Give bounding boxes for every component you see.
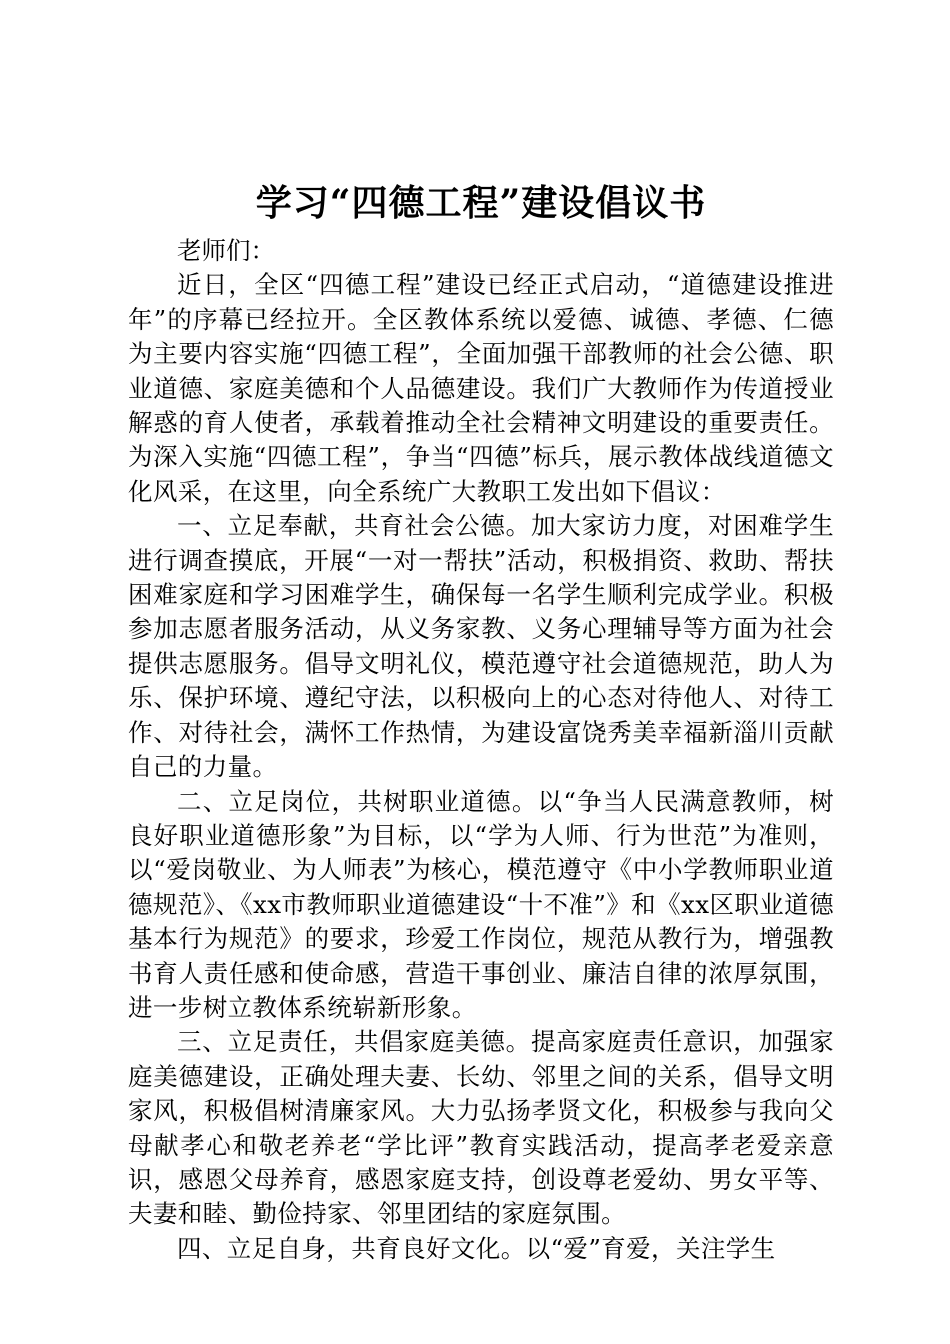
- paragraph-good-culture: 四、立足自身，共育良好文化。以“爱”育爱，关注学生: [177, 1233, 776, 1263]
- paragraph-social-morality: 一、立足奉献，共育社会公德。加大家访力度，对困难学生进行调查摸底，开展“一对一帮扶”活动，积极捐资、救助、帮扶困难家庭和学习困难学生，确保每一名学生顺利完成学业。积极参加志愿者服务活动，从义务家教、义务心理辅导等方面为社会提供志愿服务。倡导文明礼仪，模范遵守社会道德规范，助人为乐、保护环境、遵纪守法，以积极向上的心态对待他人、对待工作、对待社会，满怀工作热情，为建设富饶秀美幸福新淄川贡献自己的力量。: [128, 511, 834, 782]
- salutation: 老师们：: [177, 236, 275, 265]
- paragraph-intro: 近日，全区“四德工程”建设已经正式启动，“道德建设推进年”的序幕已经拉开。全区教体系统以爱德、诚德、孝德、仁德为主要内容实施“四德工程”，全面加强干部教师的社会公德、职业道德、家庭美德和个人品德建设。我们广大教师作为传道授业解惑的育人使者，承载着推动全社会精神文明建设的重要责任。为深入实施“四德工程”，争当“四德”标兵，展示教体战线道德文化风采，在这里，向全系统广大教职工发出如下倡议：: [128, 270, 834, 506]
- document-page: [128, 178, 834, 1266]
- paragraph-family-virtue: 三、立足责任，共倡家庭美德。提高家庭责任意识，加强家庭美德建设，正确处理夫妻、长幼、邻里之间的关系，倡导文明家风，积极倡树清廉家风。大力弘扬孝贤文化，积极参与我向父母献孝心和敬老养老“学比评”教育实践活动，提高孝老爱亲意识，感恩父母养育，感恩家庭支持，创设尊老爱幼、男女平等、夫妻和睦、勤俭持家、邻里团结的家庭氛围。: [128, 1027, 834, 1229]
- document-title: 学习“四德工程”建设倡议书: [255, 182, 707, 224]
- paragraph-professional-ethics: 二、立足岗位，共树职业道德。以“争当人民满意教师，树良好职业道德形象”为目标，以“学为人师、行为世范”为准则，以“爱岗敬业、为人师表”为核心，模范遵守《中小学教师职业道德规范》、《xx市教师职业道德建设“十不准”》和《xx区职业道德基本行为规范》的要求，珍爱工作岗位，规范从教行为，增强教书育人责任感和使命感，营造干事创业、廉洁自律的浓厚氛围，进一步树立教体系统崭新形象。: [128, 786, 834, 1022]
